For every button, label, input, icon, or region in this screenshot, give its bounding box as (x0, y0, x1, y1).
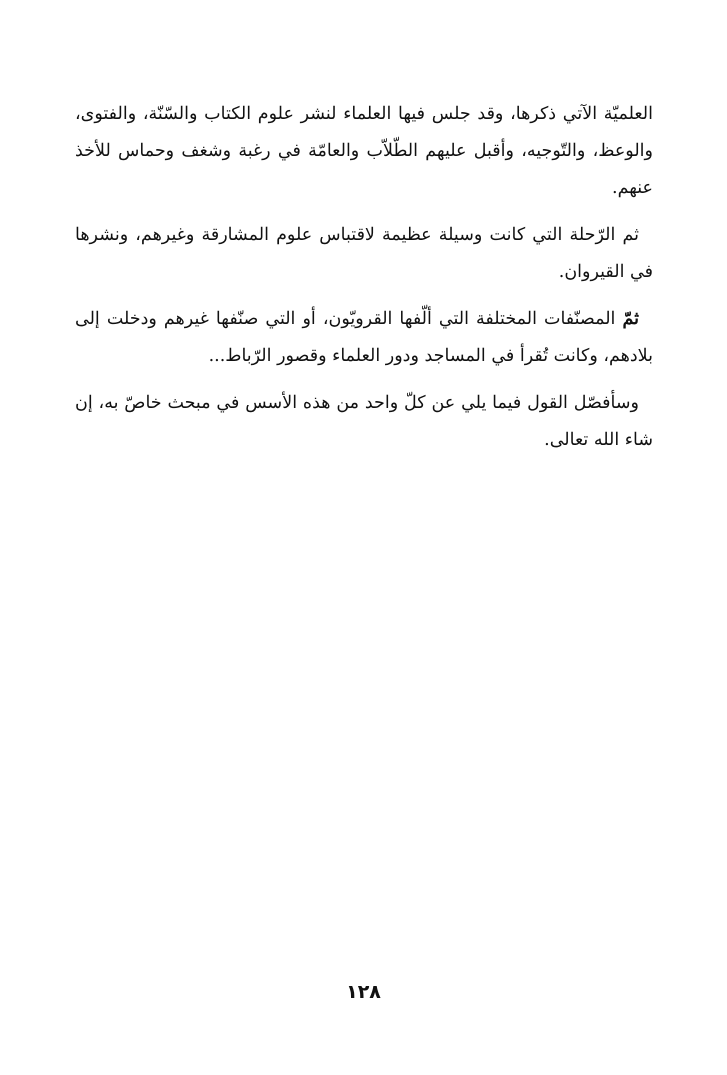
paragraph-1 (75, 96, 653, 207)
paragraph-3-text: المصنّفات المختلفة التي ألّفها القرويّون، أو التي صنّفها غيرهم ودخلت إلى بلادهم، وكانت تُقرأ في المساجد ودور العلماء وقصور الرّباط... (75, 309, 653, 366)
paragraph-1-text: العلميّة الآتي ذكرها، وقد جلس فيها العلماء لنشر علوم الكتاب والسّنّة، والفتوى، والوعظ، والتّوجيه، وأقبل عليهم الطّلاّب والعامّة في رغبة وشغف وحماس للأخذ عنهم. (75, 104, 653, 198)
page-body (75, 96, 653, 459)
page-number: ١٢٨ (346, 981, 381, 1003)
paragraph-2 (75, 217, 653, 291)
paragraph-3-lead-word: ثمّ (622, 309, 639, 329)
paragraph-4 (75, 385, 653, 459)
paragraph-3 (75, 301, 653, 375)
paragraph-2-text: ثم الرّحلة التي كانت وسيلة عظيمة لاقتباس علوم المشارقة وغيرهم، ونشرها في القيروان. (75, 225, 653, 282)
paragraph-4-text: وسأفصّل القول فيما يلي عن كلّ واحد من هذه الأسس في مبحث خاصّ به، إن شاء الله تعالى. (75, 393, 653, 450)
